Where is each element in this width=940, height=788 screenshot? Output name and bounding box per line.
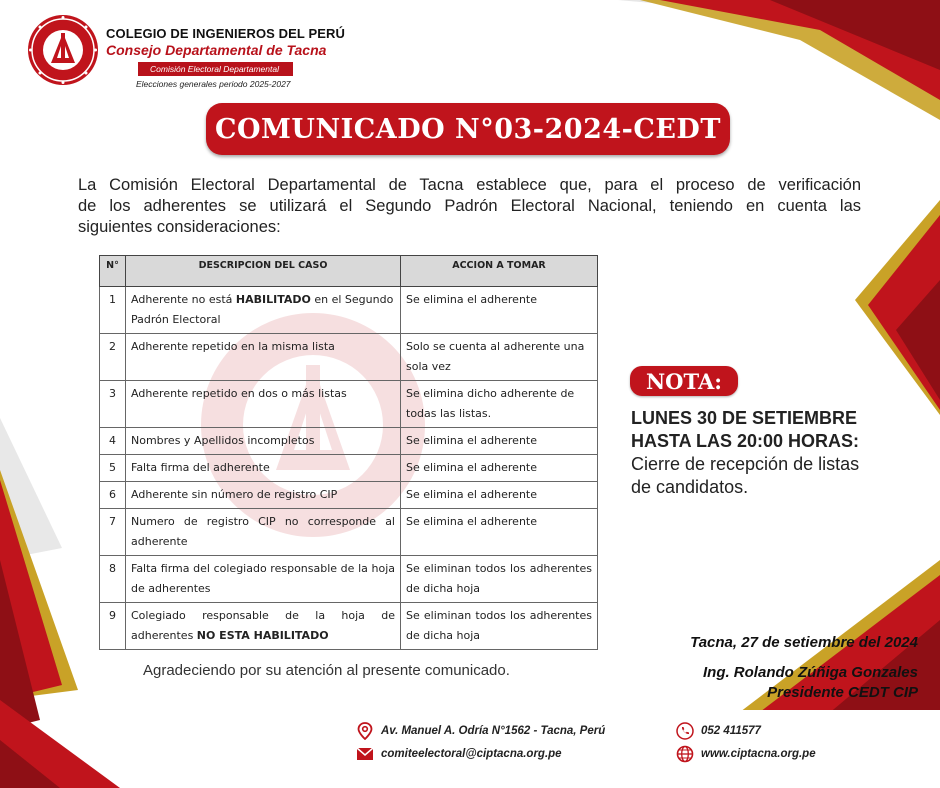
description-emphasis: HABILITADO xyxy=(235,293,311,306)
commission-badge: Comisión Electoral Departamental xyxy=(138,62,293,76)
row-number: 1 xyxy=(100,287,126,334)
contact-phone xyxy=(676,722,761,740)
row-description xyxy=(126,287,401,334)
row-action: Se eliminan todos los adherentes de dicha hoja xyxy=(401,603,598,650)
table-row xyxy=(100,603,598,650)
intro-paragraph xyxy=(78,175,861,238)
row-description xyxy=(126,509,401,556)
nota-badge xyxy=(630,366,738,396)
nota-text xyxy=(631,407,881,499)
table-header-row xyxy=(100,256,598,287)
row-action: Se elimina el adherente xyxy=(401,455,598,482)
contact-address xyxy=(356,722,605,740)
closing-text: Agradeciendo por su atención al presente comunicado. xyxy=(143,662,510,679)
row-action: Se eliminan todos los adherentes de dicha hoja xyxy=(401,556,598,603)
table-row xyxy=(100,381,598,428)
organization-header xyxy=(106,26,345,89)
row-action: Se elimina el adherente xyxy=(401,509,598,556)
header-action: ACCION A TOMAR xyxy=(401,256,598,287)
website-link[interactable]: www.ciptacna.org.pe xyxy=(701,748,816,760)
description-text: Falta firma del adherente xyxy=(131,461,270,474)
table-row xyxy=(100,556,598,603)
table-row xyxy=(100,428,598,455)
row-description xyxy=(126,455,401,482)
table-row xyxy=(100,482,598,509)
nota-deadline: LUNES 30 DE SETIEMBRE HASTA LAS 20:00 HORAS: xyxy=(631,408,860,451)
title-banner xyxy=(206,103,730,155)
row-number: 6 xyxy=(100,482,126,509)
row-action: Solo se cuenta al adherente una sola vez xyxy=(401,334,598,381)
table-row xyxy=(100,509,598,556)
row-action: Se elimina dicho adherente de todas las listas. xyxy=(401,381,598,428)
header-description: DESCRIPCION DEL CASO xyxy=(126,256,401,287)
row-action: Se elimina el adherente xyxy=(401,482,598,509)
globe-icon xyxy=(676,745,694,763)
row-number: 2 xyxy=(100,334,126,381)
contact-web xyxy=(676,745,816,763)
row-description xyxy=(126,603,401,650)
cases-table xyxy=(99,255,598,650)
signature-name: Ing. Rolando Zúñiga Gonzales xyxy=(702,664,918,681)
intro-line: de los adherentes se utilizará el Segundo Padrón Electoral Nacional, teniendo en cuenta las xyxy=(78,197,861,215)
org-name: COLEGIO DE INGENIEROS DEL PERÚ xyxy=(106,26,345,41)
row-description xyxy=(126,482,401,509)
nota-label: NOTA: xyxy=(645,368,722,394)
row-description xyxy=(126,381,401,428)
envelope-icon xyxy=(356,745,374,763)
table-row xyxy=(100,455,598,482)
email-link[interactable]: comiteelectoral@ciptacna.org.pe xyxy=(381,748,562,760)
nota-description: Cierre de recepción de listas de candidatos. xyxy=(631,454,860,497)
description-text: Colegiado responsable de la hoja de adherentes xyxy=(131,609,395,642)
intro-line: siguientes consideraciones: xyxy=(78,218,281,236)
row-number: 7 xyxy=(100,509,126,556)
contact-email xyxy=(356,745,562,763)
row-action: Se elimina el adherente xyxy=(401,287,598,334)
description-text: Adherente repetido en la misma lista xyxy=(131,340,335,353)
row-description xyxy=(126,334,401,381)
description-text: Adherente sin número de registro CIP xyxy=(131,488,338,501)
description-emphasis: NO ESTA HABILITADO xyxy=(196,629,329,642)
address-text: Av. Manuel A. Odría N°1562 - Tacna, Perú xyxy=(381,725,606,737)
elections-period: Elecciones generales periodo 2025-2027 xyxy=(136,79,291,89)
description-text: Falta firma del colegiado responsable de la hoja de adherentes xyxy=(131,562,395,595)
row-number: 3 xyxy=(100,381,126,428)
row-number: 4 xyxy=(100,428,126,455)
row-number: 9 xyxy=(100,603,126,650)
row-action: Se elimina el adherente xyxy=(401,428,598,455)
description-text: Adherente no está xyxy=(131,293,236,306)
org-subtitle: Consejo Departamental de Tacna xyxy=(106,42,327,58)
page-title: COMUNICADO N°03-2024-CEDT xyxy=(215,113,721,145)
description-text: Adherente repetido en dos o más listas xyxy=(131,387,347,400)
row-number: 8 xyxy=(100,556,126,603)
header-number: N° xyxy=(100,256,126,287)
description-text: Numero de registro CIP no corresponde al adherente xyxy=(131,515,395,548)
table-row xyxy=(100,287,598,334)
location-pin-icon xyxy=(356,722,374,740)
signature-role: Presidente CEDT CIP xyxy=(767,684,918,701)
row-description xyxy=(126,428,401,455)
intro-line: La Comisión Electoral Departamental de Tacna establece que, para el proceso de verificación xyxy=(78,176,861,194)
cip-logo xyxy=(27,14,99,86)
phone-text: 052 411577 xyxy=(701,725,761,737)
signature-date: Tacna, 27 de setiembre del 2024 xyxy=(690,634,918,651)
table-row xyxy=(100,334,598,381)
description-text: en el Segundo Padrón Electoral xyxy=(131,293,394,326)
row-number: 5 xyxy=(100,455,126,482)
phone-icon xyxy=(676,722,694,740)
table-body xyxy=(100,287,598,650)
description-text: Nombres y Apellidos incompletos xyxy=(131,434,315,447)
row-description xyxy=(126,556,401,603)
